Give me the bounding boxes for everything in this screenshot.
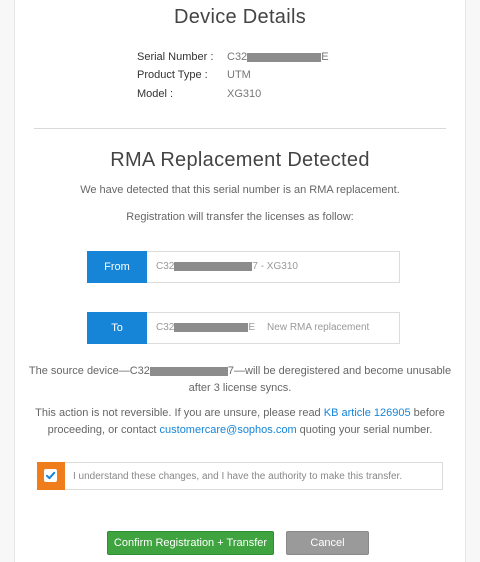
warning-part3: proceeding, or contact — [47, 424, 160, 436]
cancel-button[interactable]: Cancel — [286, 531, 369, 555]
serial-number-prefix: C32 — [227, 51, 248, 63]
to-tag: To — [87, 312, 147, 344]
redaction-bar — [150, 367, 228, 376]
acknowledge-label[interactable]: I understand these changes, and I have the authority to make this transfer. — [65, 462, 443, 490]
warning-part2: before — [410, 407, 445, 419]
from-device-field — [147, 251, 400, 283]
rma-transfer-text: Registration will transfer the licenses as follow: — [126, 211, 354, 223]
device-details-title: Device Details — [173, 6, 307, 28]
kb-article-link[interactable]: KB article 126905 — [323, 407, 411, 419]
to-serial-prefix: C32 — [156, 322, 175, 333]
section-divider — [34, 128, 446, 129]
to-device-field — [147, 312, 400, 344]
from-tag: From — [87, 251, 147, 283]
confirm-registration-transfer-button[interactable]: Confirm Registration + Transfer — [107, 531, 274, 555]
warning-part4: quoting your serial number. — [296, 424, 433, 436]
product-type-value: UTM — [227, 69, 251, 81]
serial-number-value — [227, 49, 329, 65]
serial-number-label: Serial Number : — [137, 51, 214, 63]
model-label: Model : — [137, 88, 174, 100]
source-device-prefix: The source device—C32 — [28, 365, 150, 377]
acknowledge-row — [37, 462, 443, 490]
redaction-bar — [247, 53, 321, 62]
warning-text — [0, 405, 480, 439]
from-serial-suffix: 7 - XG310 — [252, 261, 298, 272]
transfer-to-row — [87, 312, 391, 344]
checkbox-box — [44, 469, 57, 482]
source-device-line2: after 3 license syncs. — [188, 382, 292, 394]
source-device-suffix: 7—will be deregistered and become unusable — [227, 365, 452, 377]
serial-number-suffix: E — [321, 51, 329, 63]
from-serial-prefix: C32 — [156, 261, 175, 272]
redaction-bar — [174, 323, 248, 332]
to-device-note: New RMA replacement — [267, 322, 370, 333]
rma-title: RMA Replacement Detected — [110, 149, 370, 171]
warning-part1: This action is not reversible. If you are unsure, please read — [35, 407, 324, 419]
check-icon — [44, 469, 57, 482]
to-serial-suffix: E — [248, 322, 256, 333]
customercare-email-link[interactable]: customercare@sophos.com — [159, 424, 297, 436]
transfer-from-row — [87, 251, 391, 283]
rma-detected-text: We have detected that this serial number is an RMA replacement. — [80, 184, 400, 196]
acknowledge-checkbox[interactable] — [37, 462, 65, 490]
model-value: XG310 — [227, 88, 262, 100]
product-type-label: Product Type : — [137, 69, 208, 81]
redaction-bar — [174, 262, 252, 271]
source-device-text — [0, 363, 480, 397]
